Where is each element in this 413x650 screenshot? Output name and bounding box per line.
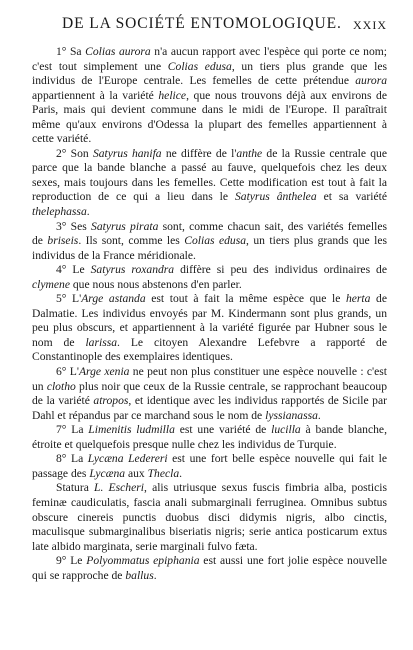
running-title: DE LA SOCIÉTÉ ENTOMOLOGIQUE. — [62, 15, 342, 32]
text-run: 9° Le — [56, 554, 87, 568]
text-run: est une variété de — [174, 423, 272, 437]
italic-term: Thecla — [147, 466, 180, 480]
text-run: , que nous trouvons déjà aux environs de Paris, mais qui devient commune dans le midi de l'Europe. Il paraîtrait même qu'aux environs d'Odessa la plupart des femelles appartiennent à cette variété. — [32, 88, 387, 146]
italic-term: lucilla — [271, 423, 301, 437]
italic-term: Lycæna — [89, 466, 126, 480]
text-run: 2° Son — [56, 146, 93, 160]
italic-term: Satyrus hanifa — [92, 146, 162, 160]
text-run: et sa variété — [316, 190, 388, 204]
italic-term: L. Escheri — [94, 481, 144, 495]
italic-term: Arge xenia — [78, 365, 130, 379]
italic-term: ballus — [125, 568, 154, 582]
italic-term: Limenitis ludmilla — [88, 423, 175, 437]
text-run: , un tiers plus grands que les individus de la France méridionale. — [32, 234, 387, 262]
italic-term: Colias edusa — [184, 234, 247, 248]
text-run: appartiennent à la variété — [32, 88, 159, 102]
text-run: de Dalmatie. Les individus envoyés par M. Kindermann sont plus grands, un peu plus obscurs, et appartiennent à la variété figurée par Hubner sous le nom de — [32, 292, 387, 349]
text-run: . Le citoyen Alexandre Lefebvre a rapporté de Constantinople des exemplaires identiques. — [32, 335, 388, 364]
text-run: ne diffère de l' — [161, 146, 237, 160]
paragraph-1 — [32, 45, 387, 147]
text-run: diffère si peu des individus ordinaires de — [174, 263, 388, 277]
text-run: . — [179, 466, 183, 480]
text-run: sont, comme chacun sait, des variétés femelles de — [32, 219, 387, 248]
italic-term: lyssianassa — [265, 408, 318, 422]
page-number: XXIX — [353, 18, 387, 32]
paragraph-3 — [32, 220, 387, 264]
text-run: 5° L' — [56, 292, 82, 306]
italic-term: Satyrus roxandra — [90, 263, 175, 277]
italic-term: Colias edusa — [167, 59, 232, 73]
italic-term: aurora — [355, 74, 387, 88]
paragraph-2 — [32, 147, 387, 220]
italic-term: Satyrus ânthelea — [234, 190, 317, 204]
text-run: à bande blanche, étroite et quelquefois presque nulle chez les individus de Turquie. — [32, 423, 387, 451]
text-run: 1° Sa — [56, 45, 86, 58]
italic-term: atropos — [93, 394, 129, 408]
paragraph-8 — [32, 452, 387, 481]
italic-term: clymene — [32, 277, 70, 291]
italic-term: larissa — [85, 335, 118, 349]
italic-term: helice — [158, 88, 187, 102]
text-run: est tout à fait la même espèce que le — [145, 292, 346, 306]
text-run: est une fort belle espèce nouvelle qui fait le passage des — [32, 452, 387, 480]
text-run: 8° La — [56, 452, 88, 466]
text-run: 7° La — [56, 423, 89, 437]
text-run: est aussi une fort jolie espèce nouvelle qui se rapproche de — [32, 554, 387, 582]
italic-term: clotho — [46, 379, 76, 393]
text-run: . — [86, 205, 90, 219]
text-run: . — [317, 408, 321, 422]
text-run: ne peut non plus constituer une espèce nouvelle : c'est un — [32, 365, 387, 393]
text-run: Statura — [56, 481, 95, 495]
text-run: que nous nous abstenons d'en parler. — [69, 277, 242, 291]
italic-term: Colias aurora — [85, 45, 151, 58]
text-run: 4° Le — [56, 263, 91, 277]
italic-term: anthe — [236, 146, 263, 160]
text-run: , et identique avec les individus rapportés de Sicile par Dahl et répandus par ce marchand sous le nom de — [32, 394, 387, 422]
body-text — [32, 45, 387, 583]
text-run: 3° Ses — [56, 219, 92, 233]
text-run: , alis utriusque sexus fuscis fimbria alba, posticis feminæ caudiculatis, fascia anali submarginali ferruginea. Omnibus subtus obscure cinereis punctis duobus disci didymis nigris, albo cinctis, maculisque submarginalibus biseriatis nigris; serie antica posticarum extus late albido marginata, serie marginali fulvo fæta. — [32, 481, 387, 553]
text-run: plus noir que ceux de la Russie centrale, se rapprochant beaucoup de la variété — [32, 379, 387, 408]
italic-term: briseis — [47, 234, 79, 248]
page-header — [32, 14, 387, 36]
italic-term: Arge astanda — [81, 292, 146, 306]
paragraph-latin-description — [32, 481, 387, 554]
italic-term: Polyommatus epiphania — [86, 554, 200, 568]
text-run: de la Russie centrale que parce que la bande blanche a passé au fauve, quelquefois chez les deux sexes, mais toujours dans les femelles. Cette modification est tout à fait la reproduction de ce qui a lieu dans le — [32, 146, 387, 204]
text-run: n'a aucun rapport avec l'espèce qui porte ce nom; c'est tout simplement une — [32, 45, 388, 73]
text-run: . — [153, 568, 157, 582]
text-run: , un tiers plus grande que les individus de l'Europe centrale. Les femelles de cette prétendue — [32, 59, 387, 88]
italic-term: thelephassa — [32, 205, 87, 219]
text-run: 6° L' — [56, 365, 79, 379]
paragraph-4 — [32, 263, 387, 292]
paragraph-7 — [32, 423, 387, 452]
text-run: aux — [125, 466, 148, 480]
italic-term: herta — [345, 292, 371, 306]
paragraph-9 — [32, 554, 387, 583]
paragraph-6 — [32, 365, 387, 423]
paragraph-5 — [32, 292, 387, 365]
italic-term: Satyrus pirata — [91, 219, 159, 233]
italic-term: Lycæna Ledereri — [87, 452, 168, 466]
text-run: . Ils sont, comme les — [78, 234, 185, 248]
